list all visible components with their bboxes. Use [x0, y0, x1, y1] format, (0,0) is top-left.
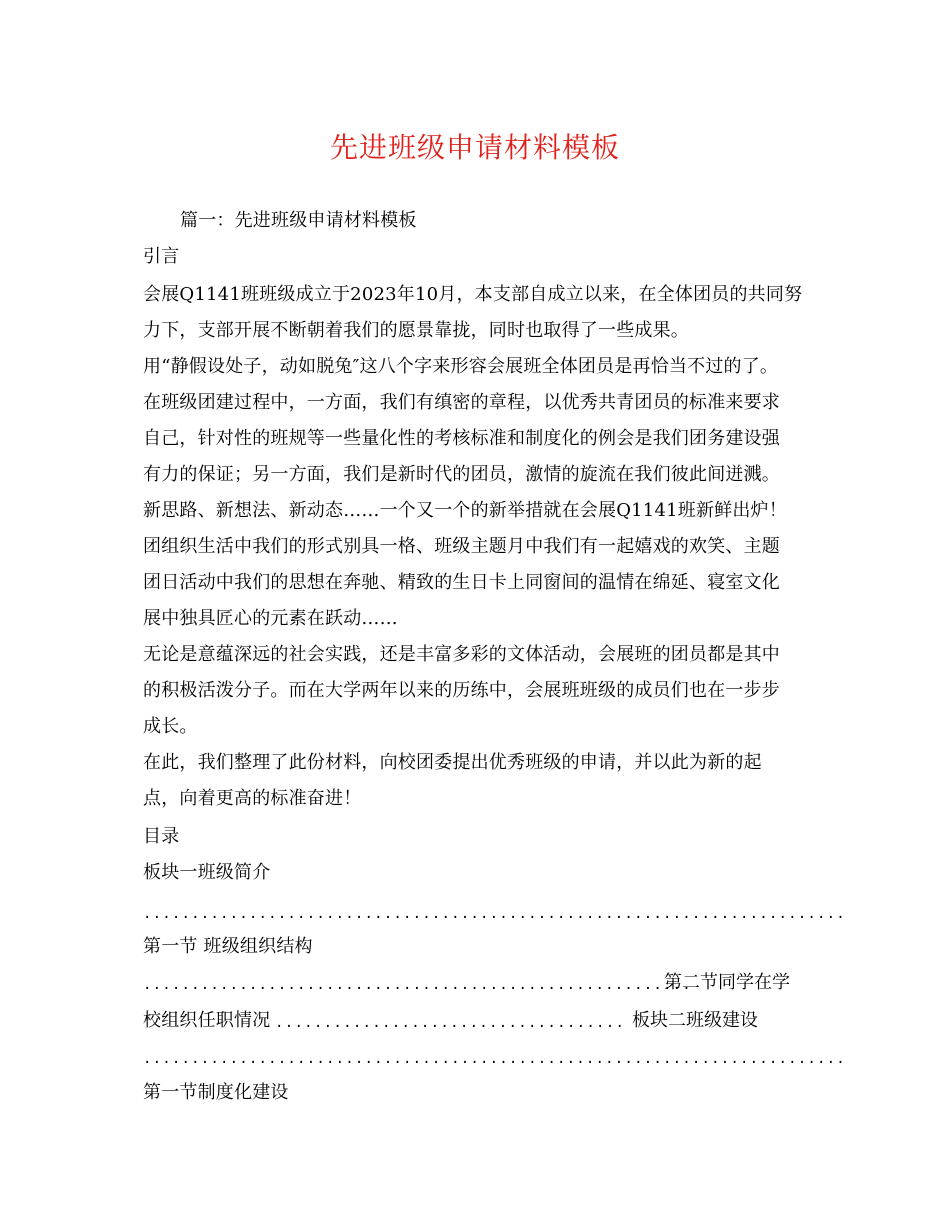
paragraph-line: 在此，我们整理了此份材料，向校团委提出优秀班级的申请，并以此为新的起 — [143, 752, 762, 773]
paragraph-line: 有力的保证；另一方面，我们是新时代的团员，激情的旋流在我们彼此间迸溅。 — [143, 464, 780, 485]
toc-leader-dots: .................................... — [275, 1015, 626, 1031]
toc-block-2: 板块二班级建设 — [632, 1010, 758, 1031]
paragraph-line: 用“静假设处子，动如脱兔″这八个字来形容会展班全体团员是再恰当不过的了。 — [143, 356, 779, 377]
paragraph-line: 力下，支部开展不断朝着我们的愿景靠拢，同时也取得了一些成果。 — [143, 320, 689, 341]
toc-leader-dots: ......................................................... — [143, 977, 692, 993]
document-title: 先进班级申请材料模板 — [329, 131, 620, 164]
toc-leader-dots: ......................................................................... — [143, 906, 846, 922]
paragraph-line: 无论是意蕴深远的社会实践，还是丰富多彩的文体活动，会展班的团员都是其中 — [143, 644, 780, 665]
paragraph-line: 展中独具匠心的元素在跃动…… — [143, 608, 398, 629]
toc-heading: 目录 — [143, 826, 180, 847]
intro-heading: 引言 — [143, 246, 180, 267]
paragraph-line: 团日活动中我们的思想在奔驰、精致的生日卡上同窗间的温情在绵延、寝室文化 — [143, 572, 780, 593]
toc-block-1: 板块一班级简介 — [143, 862, 271, 883]
paragraph-line: 点，向着更高的标准奋进！ — [143, 788, 362, 809]
toc-section-2-start: 第二节同学在学 — [664, 972, 790, 993]
toc-leader-dots: ......................................................................... — [143, 1051, 846, 1067]
toc-section-2-end: 校组织任职情况 — [143, 1010, 271, 1031]
paragraph-line: 团组织生活中我们的形式别具一格、班级主题月中我们有一起嬉戏的欢笑、主题 — [143, 536, 780, 557]
paragraph-line: 的积极活泼分子。而在大学两年以来的历练中，会展班班级的成员们也在一步步 — [143, 680, 780, 701]
toc-section-1: 第一节 班级组织结构 — [143, 936, 313, 957]
paragraph-line: 自己，针对性的班规等一些量化性的考核标准和制度化的例会是我们团务建设强 — [143, 428, 780, 449]
paragraph-line: 在班级团建过程中，一方面，我们有缜密的章程，以优秀共青团员的标准来要求 — [143, 392, 780, 413]
section-heading: 篇一：先进班级申请材料模板 — [180, 210, 417, 231]
paragraph-line: 新思路、新想法、新动态……一个又一个的新举措就在会展Q1141班新鲜出炉！ — [143, 500, 787, 521]
paragraph-line: 成长。 — [143, 716, 198, 737]
paragraph-line: 会展Q1141班班级成立于2023年10月，本支部自成立以来，在全体团员的共同努 — [143, 284, 803, 305]
toc-section-3: 第一节制度化建设 — [143, 1082, 289, 1103]
